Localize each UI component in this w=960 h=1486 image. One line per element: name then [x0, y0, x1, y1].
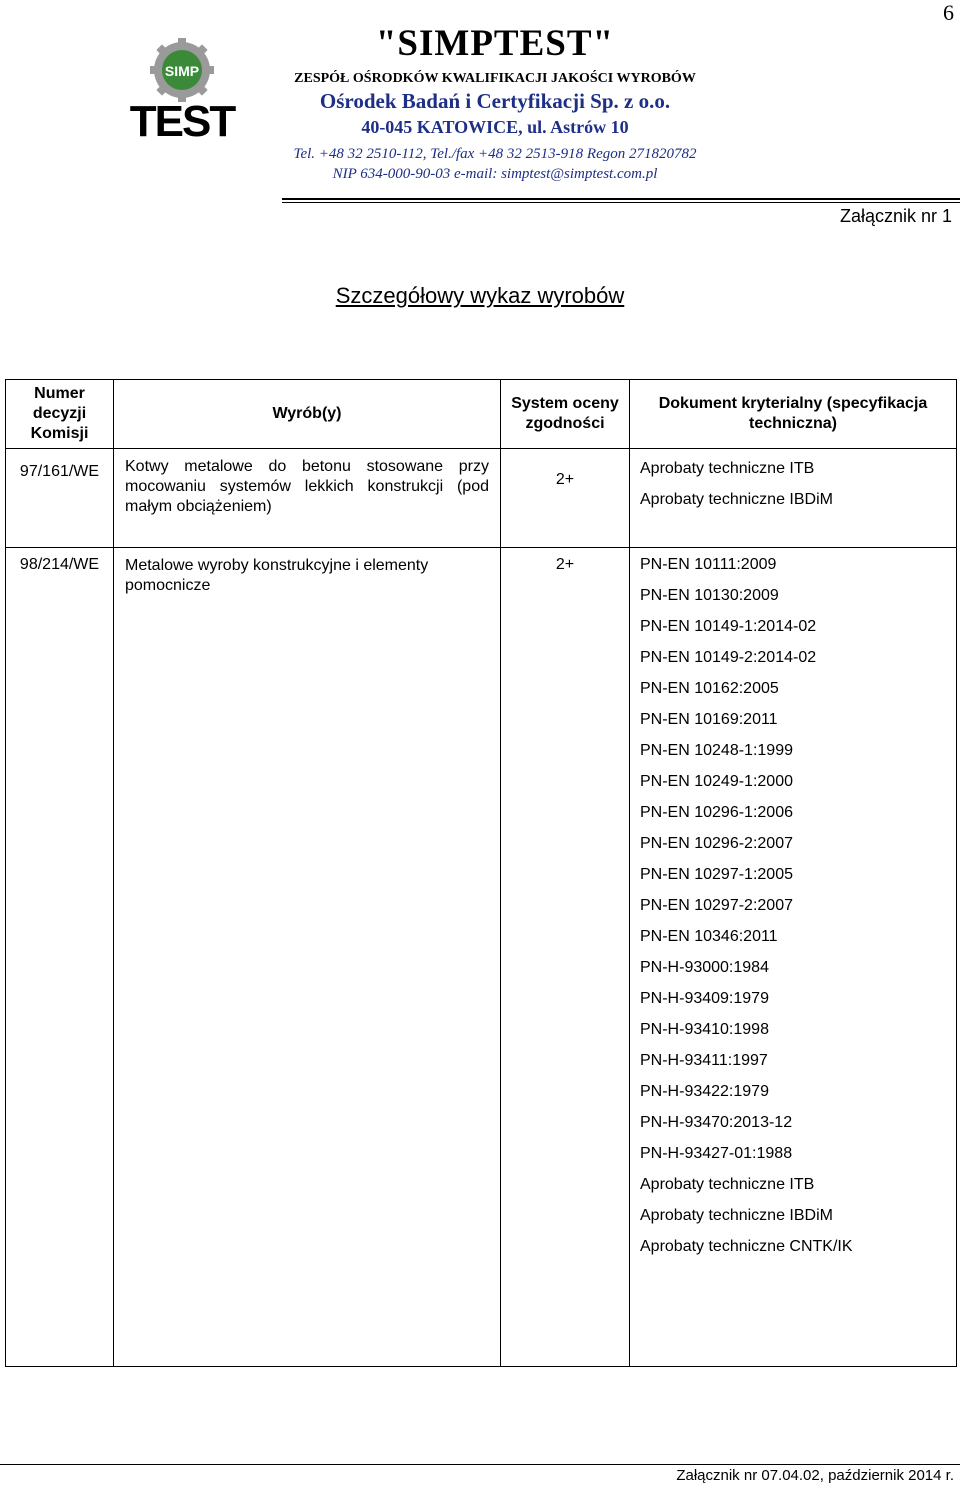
document-list	[630, 548, 957, 1367]
document-item: Aprobaty techniczne ITB	[640, 1176, 815, 1193]
header-number: Numer decyzji Komisji	[6, 380, 114, 449]
company-name: "SIMPTEST"	[375, 23, 615, 64]
table-header-row	[6, 380, 957, 449]
header-system: System oceny zgodności	[501, 380, 630, 449]
document-list	[630, 449, 957, 548]
svg-text:SIMP: SIMP	[164, 63, 200, 79]
table-row	[6, 548, 957, 1367]
document-item: PN-EN 10297-1:2005	[640, 866, 793, 883]
product-description: Metalowe wyroby konstrukcyjne i elementy pomocnicze	[114, 548, 501, 1367]
footer-divider	[0, 1464, 960, 1465]
document-item: PN-EN 10296-1:2006	[640, 804, 793, 821]
decision-number: 97/161/WE	[6, 449, 114, 548]
document-item: Aprobaty techniczne ITB	[640, 460, 815, 477]
annex-label: Załącznik nr 1	[839, 206, 952, 226]
header-document: Dokument kryterialny (specyfikacja techniczna)	[630, 380, 957, 449]
document-item: PN-EN 10130:2009	[640, 587, 779, 604]
footer-reference: Załącznik nr 07.04.02, październik 2014 r.	[676, 1467, 954, 1484]
simptest-logo	[122, 36, 242, 140]
document-item: PN-EN 10111:2009	[640, 556, 777, 573]
gear-icon	[150, 38, 214, 102]
header-divider-thin	[282, 202, 960, 203]
document-item: PN-EN 10346:2011	[640, 928, 778, 945]
decision-number: 98/214/WE	[6, 548, 114, 1367]
document-item: Aprobaty techniczne IBDiM	[640, 1207, 833, 1224]
contact-line-2: NIP 634-000-90-03 e-mail: simptest@simptest.com.pl	[332, 166, 658, 182]
products-table	[5, 379, 957, 1367]
page-number: 6	[943, 0, 954, 25]
document-item: PN-EN 10248-1:1999	[640, 742, 793, 759]
document-item: PN-H-93470:2013-12	[640, 1114, 793, 1131]
document-item: PN-H-93409:1979	[640, 990, 769, 1007]
document-item: PN-EN 10149-2:2014-02	[640, 649, 817, 666]
svg-text:TEST: TEST	[129, 97, 235, 140]
document-item: PN-H-93422:1979	[640, 1083, 769, 1100]
document-item: PN-H-93427-01:1988	[640, 1145, 793, 1162]
center-name: Ośrodek Badań i Certyfikacji Sp. z o.o.	[319, 89, 671, 113]
table-row	[6, 449, 957, 548]
document-item: PN-EN 10296-2:2007	[640, 835, 793, 852]
header-divider	[282, 198, 960, 200]
document-item: PN-EN 10162:2005	[640, 680, 779, 697]
product-description: Kotwy metalowe do betonu stosowane przy mocowaniu systemów lekkich konstrukcji (pod małym obciążeniem)	[114, 449, 501, 548]
header-product: Wyrób(y)	[114, 380, 501, 449]
document-item: PN-EN 10249-1:2000	[640, 773, 793, 790]
document-item: PN-H-93410:1998	[640, 1021, 769, 1038]
letterhead	[260, 24, 730, 184]
document-item: PN-EN 10297-2:2007	[640, 897, 793, 914]
company-address: 40-045 KATOWICE, ul. Astrów 10	[361, 117, 629, 137]
document-item: Aprobaty techniczne CNTK/IK	[640, 1238, 853, 1255]
contact-line-1: Tel. +48 32 2510-112, Tel./fax +48 32 2513-918 Regon 271820782	[293, 146, 697, 162]
document-item: Aprobaty techniczne IBDiM	[640, 491, 833, 508]
document-title: Szczegółowy wykaz wyrobów	[335, 283, 625, 308]
document-item: PN-H-93000:1984	[640, 959, 769, 976]
company-subtitle: ZESPÓŁ OŚRODKÓW KWALIFIKACJI JAKOŚCI WYROBÓW	[294, 71, 696, 86]
conformity-system: 2+	[501, 548, 630, 1367]
document-item: PN-H-93411:1997	[640, 1052, 768, 1069]
document-item: PN-EN 10169:2011	[640, 711, 778, 728]
conformity-system: 2+	[501, 449, 630, 548]
document-item: PN-EN 10149-1:2014-02	[640, 618, 817, 635]
